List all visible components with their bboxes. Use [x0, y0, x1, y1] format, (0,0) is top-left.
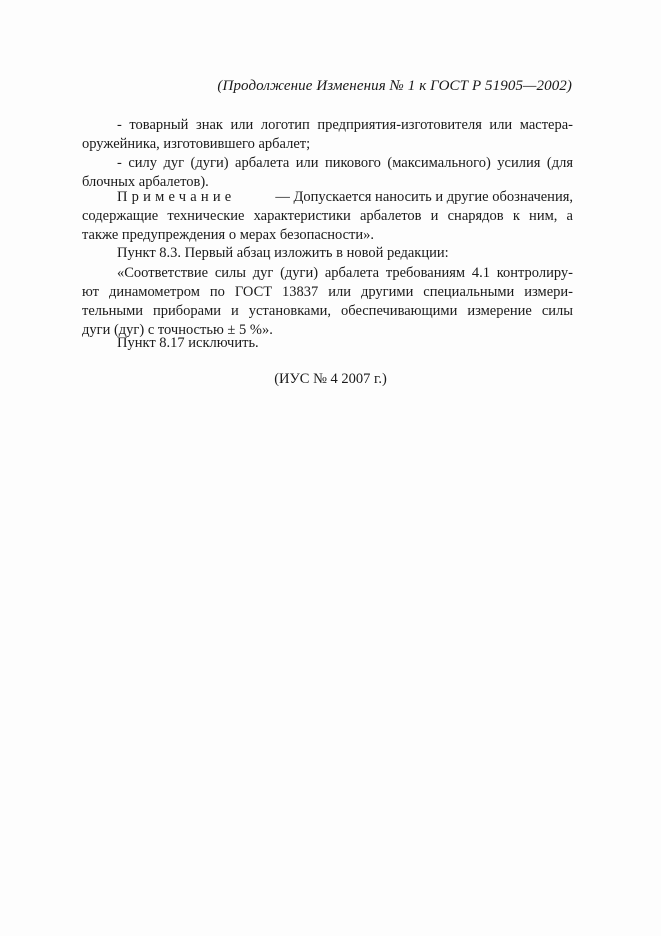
note-line-1-text: — Допускается наносить и другие обозначения,	[275, 189, 573, 205]
note-line-1	[117, 188, 573, 207]
item-bow-force-line-2: блочных арбалетов).	[82, 174, 209, 190]
clause-8-3-heading: Пункт 8.3. Первый абзац изложить в новой редакции:	[117, 245, 449, 261]
item-bow-force-line-1: - силу дуг (дуги) арбалета или пикового (максимального) усилия (для	[117, 155, 573, 171]
source-reference: (ИУС № 4 2007 г.)	[274, 371, 387, 387]
note-label: Примечание	[117, 189, 236, 205]
quote-line-4: дуги (дуг) с точностью ± 5 %».	[82, 322, 273, 338]
note-line-2: содержащие технические характеристики арбалетов и снарядов к ним, а	[82, 208, 573, 224]
clause-8-17-line: Пункт 8.17 исключить.	[117, 335, 259, 351]
quote-line-2: ют динамометром по ГОСТ 13837 или другими специальными измери-	[82, 284, 573, 300]
item-trademark-line-1: - товарный знак или логотип предприятия-изготовителя или мастера-	[117, 117, 573, 133]
quote-line-1: «Соответствие силы дуг (дуги) арбалета требованиям 4.1 контролиру-	[117, 265, 573, 281]
continuation-header: (Продолжение Изменения № 1 к ГОСТ Р 51905—2002)	[217, 78, 572, 94]
item-trademark-line-2: оружейника, изготовившего арбалет;	[82, 136, 311, 152]
quote-line-3: тельными приборами и установками, обеспечивающими измерение силы	[82, 303, 573, 319]
note-line-3: также предупреждения о мерах безопасности».	[82, 227, 375, 243]
